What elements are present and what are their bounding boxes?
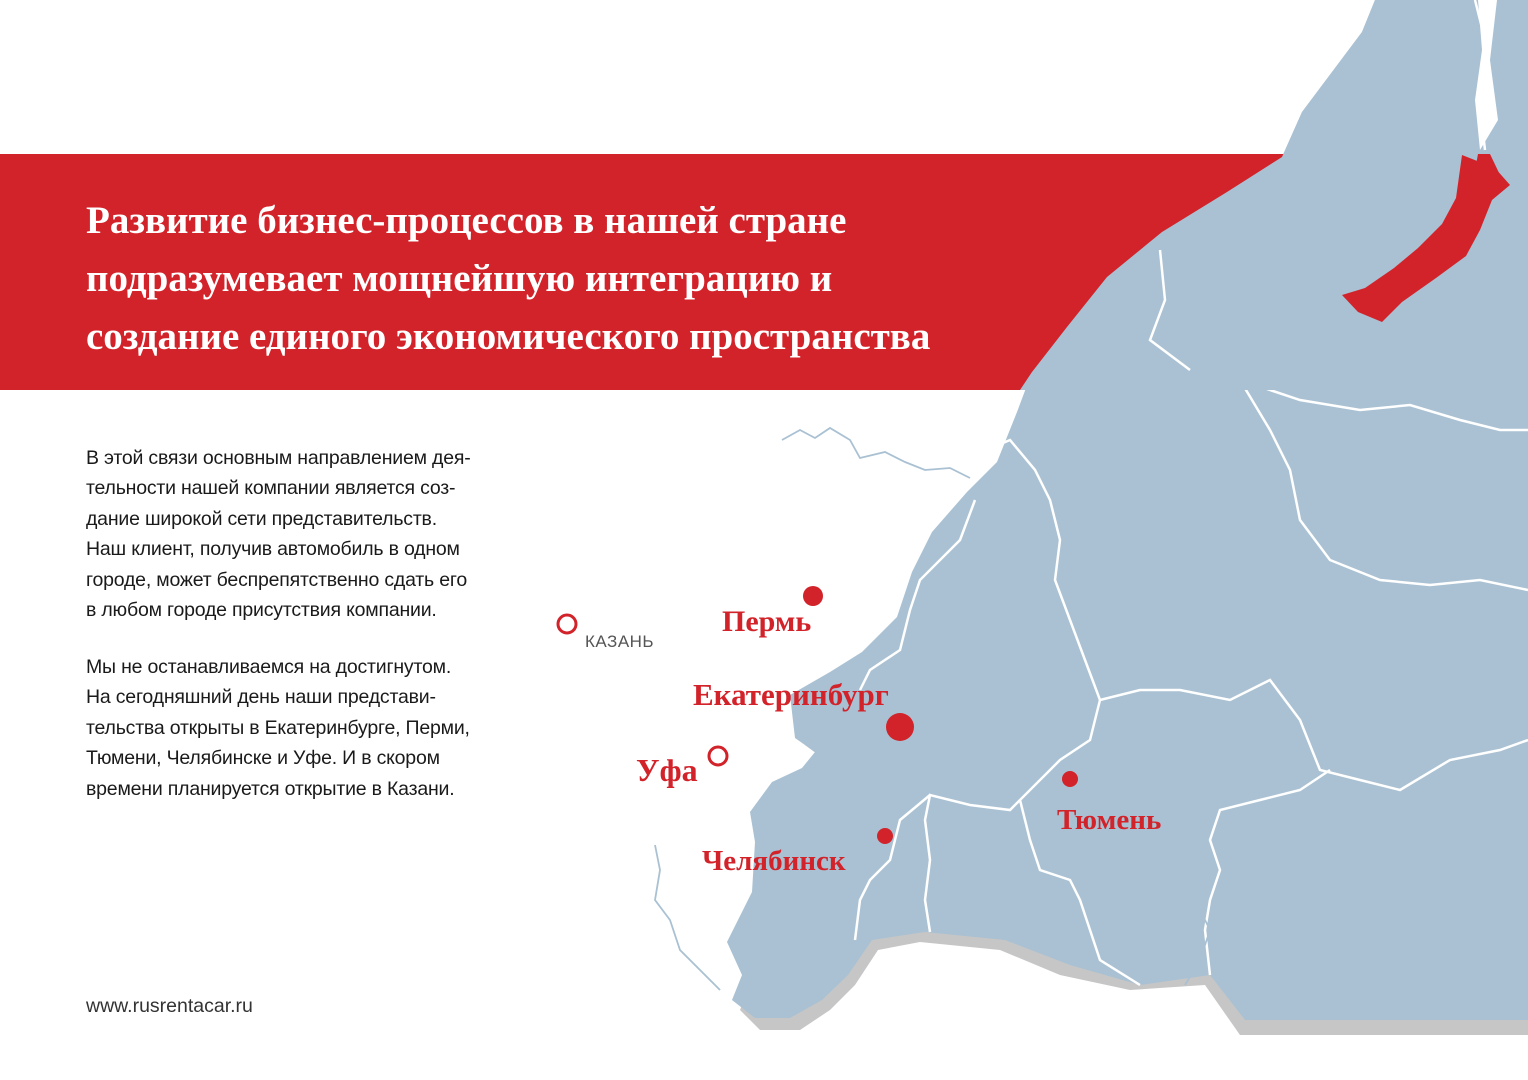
intro-line-1: В этой связи основным направлением дея- [86, 447, 471, 469]
ufa-marker [709, 747, 727, 765]
status-line-5: времени планируется открытие в Казани. [86, 777, 455, 800]
city-label-yekaterinburg: Екатеринбург [693, 677, 889, 712]
status-line-4: Тюмени, Челябинске и Уфе. И в скором [86, 747, 440, 770]
intro-line-6: в любом городе присутствия компании. [86, 599, 437, 622]
status-line-3: тельства открыты в Екатеринбурге, Перми, [86, 716, 470, 739]
headline-line-2: подразумевает мощнейшую интеграцию и [86, 257, 833, 300]
land [727, 0, 1528, 1020]
intro-line-4: Наш клиент, получив автомобиль в одном [86, 538, 460, 561]
perm-marker [803, 586, 823, 606]
headline [86, 192, 1086, 366]
status-paragraph [86, 652, 516, 804]
status-line-1: Мы не останавливаемся на достигнутом. [86, 656, 452, 678]
land-north-east [1495, 0, 1528, 150]
chelyabinsk-marker [877, 828, 893, 844]
city-label-ufa: Уфа [636, 752, 698, 788]
intro-paragraph [86, 443, 516, 625]
status-line-2: На сегодняшний день наши представи- [86, 686, 436, 709]
tyumen-marker [1062, 771, 1078, 787]
intro-line-5: городе, может беспрепятственно сдать его [86, 568, 467, 591]
city-label-perm: Пермь [722, 605, 812, 638]
headline-line-3: создание единого экономического пространства [86, 315, 931, 358]
city-label-chelyabinsk: Челябинск [702, 845, 846, 877]
kazan-marker [558, 615, 576, 633]
website-link[interactable]: www.rusrentacar.ru [86, 995, 253, 1017]
headline-line-1: Развитие бизнес-процессов в нашей стране [86, 199, 847, 242]
intro-line-3: дание широкой сети представительств. [86, 507, 437, 530]
yekaterinburg-marker [886, 713, 914, 741]
city-label-tyumen: Тюмень [1057, 804, 1162, 836]
intro-line-2: тельности нашей компании является соз- [86, 477, 456, 500]
city-label-kazan: КАЗАНЬ [585, 632, 655, 651]
